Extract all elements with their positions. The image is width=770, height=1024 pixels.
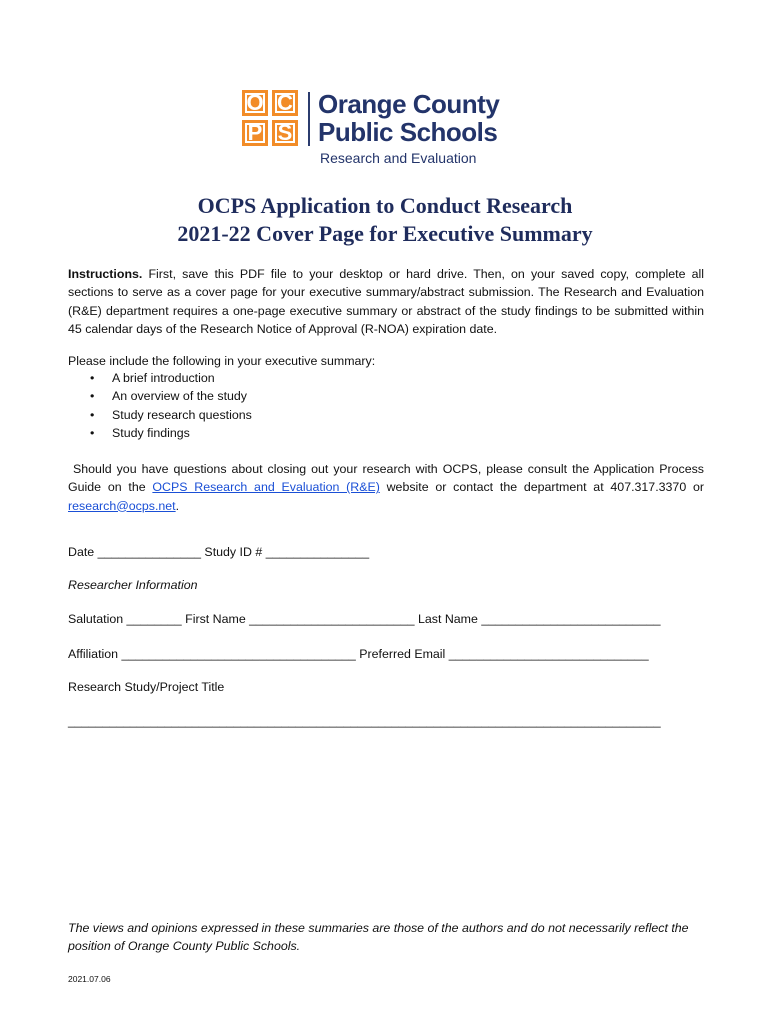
instructions-paragraph	[68, 265, 704, 338]
project-title-label: Research Study/Project Title	[68, 680, 225, 694]
logo-divider	[308, 92, 310, 146]
contact-text-after: .	[175, 498, 180, 513]
disclaimer: The views and opinions expressed in these summaries are those of the authors and do not necessarily reflect the position of Orange County Public Schools.	[68, 921, 689, 954]
logo-tile-o: O	[242, 90, 268, 116]
ocps-logo-tiles	[242, 90, 300, 148]
logo-tile-p: P	[242, 120, 268, 146]
include-intro: Please include the following in your executive summary:	[68, 354, 376, 368]
instructions-text: First, save this PDF file to your desktop or hard drive. Then, on your saved copy, complete all sections to serve as a cover page for your executive summary/abstract submission. The Research and Evaluation (R&E) department requires a one-page executive summary or abstract of the study findings to be submitted within 45 calendar days of the Research Notice of Approval (R-NOA) expiration date.	[68, 267, 704, 336]
contact-text-before: Should you have questions about closing out your research with OCPS, please consult the Application Process Guide on the	[68, 462, 704, 495]
page-subtitle: 2021-22 Cover Page for Executive Summary	[177, 221, 593, 246]
rne-website-link[interactable]: OCPS Research and Evaluation (R&E)	[152, 480, 380, 495]
department-name: Research and Evaluation	[320, 150, 477, 166]
contact-paragraph	[68, 460, 704, 515]
contact-text-middle: website or contact the department at 407.317.3370 or	[379, 480, 704, 495]
date-studyid-field[interactable]: Date _______________ Study ID # _______________	[68, 545, 370, 559]
include-list	[68, 369, 252, 442]
affiliation-email-fields[interactable]: Affiliation __________________________________ Preferred Email _____________________________	[68, 647, 649, 661]
name-fields[interactable]: Salutation ________ First Name ________________________ Last Name __________________________	[68, 612, 661, 626]
list-item: • Study findings	[68, 424, 252, 442]
email-link[interactable]: research@ocps.net	[68, 498, 176, 513]
researcher-info-heading: Researcher Information	[68, 578, 198, 592]
org-name-line2: Public Schools	[318, 117, 498, 147]
list-item: • A brief introduction	[68, 369, 252, 387]
logo-tile-s: S	[272, 120, 298, 146]
project-title-field[interactable]: ______________________________________________________________________________________	[68, 714, 661, 728]
ocps-logo	[242, 90, 542, 168]
document-date: 2021.07.06	[68, 974, 111, 984]
list-item: • Study research questions	[68, 406, 252, 424]
logo-tile-c: C	[272, 90, 298, 116]
list-item: • An overview of the study	[68, 387, 252, 405]
page-title: OCPS Application to Conduct Research	[197, 193, 573, 218]
instructions-label: Instructions.	[68, 267, 143, 281]
org-name-line1: Orange County	[318, 89, 500, 119]
